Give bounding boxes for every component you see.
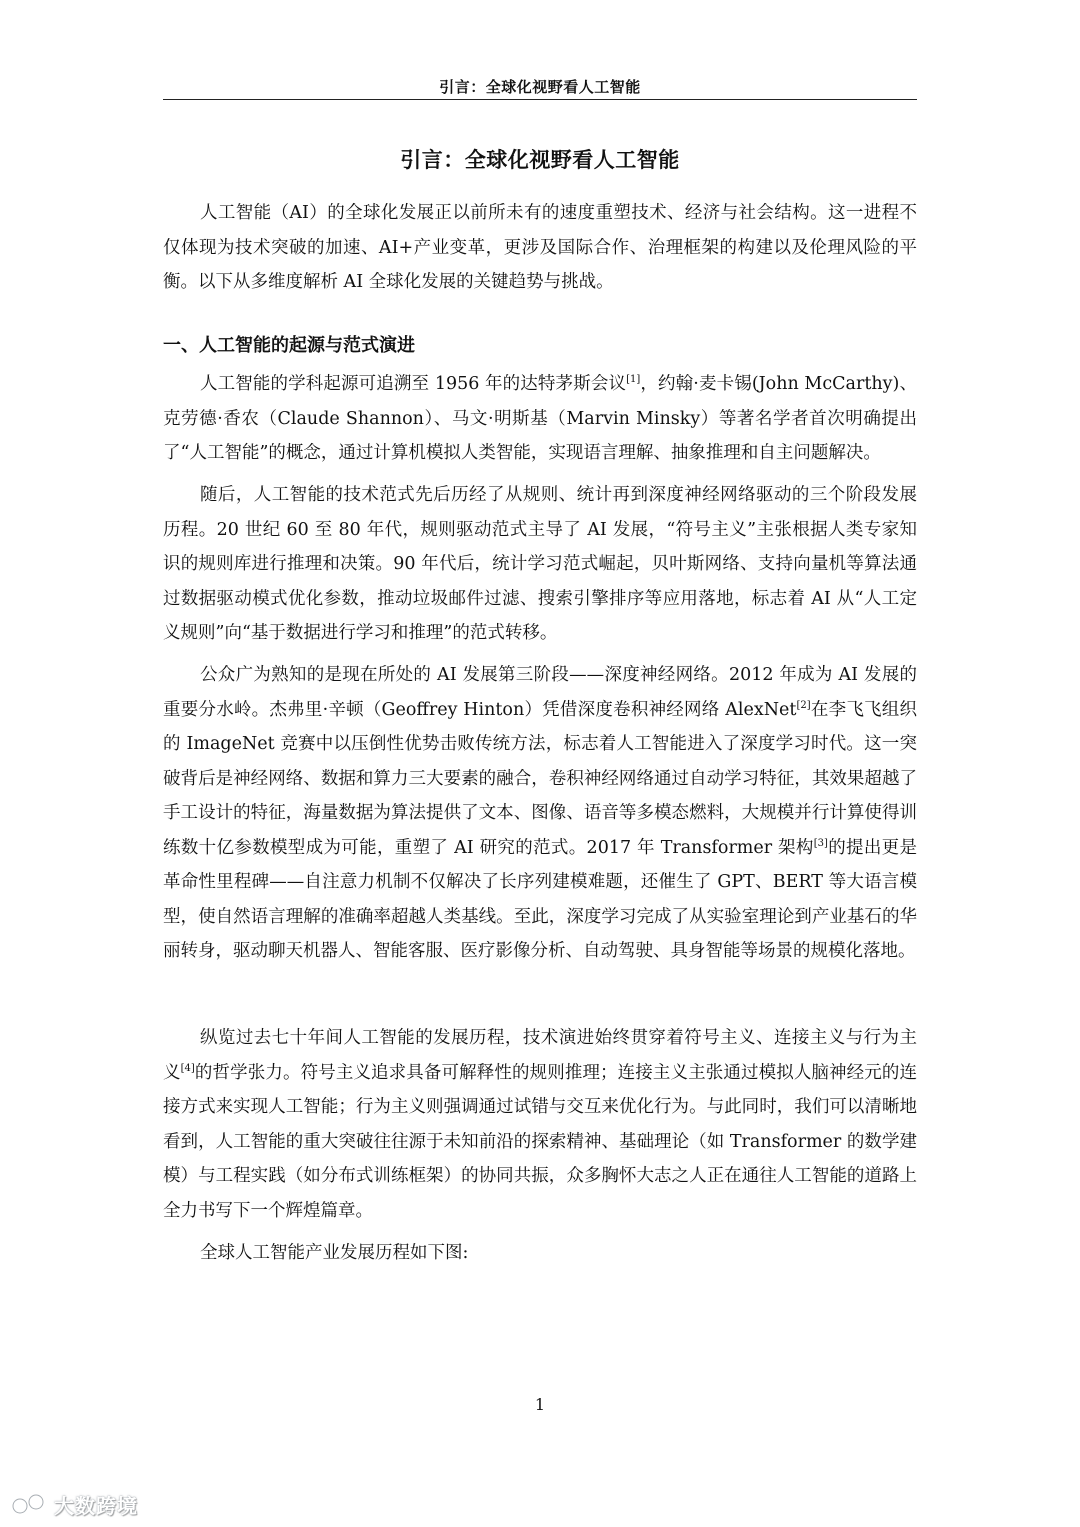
- paragraph-figure-intro: 全球人工智能产业发展历程如下图:: [200, 1243, 469, 1263]
- intro-paragraph: 人工智能（AI）的全球化发展正以前所未有的速度重塑技术、经济与社会结构。这一进程不仅体现为技术突破的加速、AI+产业变革，更涉及国际合作、治理框架的构建以及伦理风险的平衡。以下从多维度解析 AI 全球化发展的关键趋势与挑战。: [163, 203, 917, 292]
- paragraph-origin: [163, 367, 917, 471]
- paragraph-overview: [163, 1021, 917, 1228]
- citation-1: [1]: [626, 374, 641, 386]
- paragraph-deep-learning: [163, 658, 917, 969]
- citation-2: [2]: [796, 699, 811, 711]
- paragraph-text: 的哲学张力。符号主义追求具备可解释性的规则推理；连接主义主张通过模拟人脑神经元的连接方式来实现人工智能；行为主义则强调通过试错与交互来优化行为。与此同时，我们可以清晰地看到，人工智能的重大突破往往源于未知前沿的探索精神、基础理论（如 Transformer 的数学建模）与工程实践（如分布式训练框架）的协同共振，众多胸怀大志之人正在通往人工智能的道路上全力书写下一个辉煌篇章。: [163, 1062, 918, 1221]
- paragraph-text: 在李飞飞组织的 ImageNet 竞赛中以压倒性优势击败传统方法，标志着人工智能进入了深度学习时代。这一突破背后是神经网络、数据和算力三大要素的融合，卷积神经网络通过自动学习特征，其效果超越了手工设计的特征，海量数据为算法提供了文本、图像、语音等多模态燃料，大规模并行计算使得训练数十亿参数模型成为可能，重塑了 AI 研究的范式。2017 年 Transformer 架构: [163, 699, 918, 858]
- paragraph-paradigms: 随后，人工智能的技术范式先后历经了从规则、统计再到深度神经网络驱动的三个阶段发展历程。20 世纪 60 至 80 年代，规则驱动范式主导了 AI 发展，“符号主义”主张根据人类专家知识的规则库进行推理和决策。90 年代后，统计学习范式崛起，贝叶斯网络、支持向量机等算法通过数据驱动模式优化参数，推动垃圾邮件过滤、搜索引擎排序等应用落地，标志着 AI 从“人工定义规则”向“基于数据进行学习和推理”的范式转移。: [163, 485, 917, 643]
- running-header: 引言：全球化视野看人工智能: [439, 78, 641, 96]
- watermark-logo-icon: [10, 1490, 50, 1518]
- paragraph-text: 的提出更是革命性里程碑——自注意力机制不仅解决了长序列建模难题，还催生了 GPT、BERT 等大语言模型，使自然语言理解的准确率超越人类基线。至此，深度学习完成了从实验室理论到产业基石的华丽转身，驱动聊天机器人、智能客服、医疗影像分析、自动驾驶、具身智能等场景的规模化落地。: [163, 837, 918, 961]
- document-title: 引言：全球化视野看人工智能: [400, 148, 680, 172]
- citation-4: [4]: [180, 1062, 195, 1074]
- section-heading: 一、人工智能的起源与范式演进: [163, 335, 415, 356]
- paragraph-text: 纵览过去七十年间人工智能的发展历程，技术演进始终贯穿着符号主义、连接主义与行为主义: [163, 1028, 917, 1083]
- watermark-text: 大数跨境: [54, 1493, 138, 1518]
- watermark: [10, 1488, 138, 1520]
- paragraph-text: 公众广为熟知的是现在所处的 AI 发展第三阶段——深度神经网络。2012 年成为 AI 发展的重要分水岭。杰弗里·辛顿（Geoffrey Hinton）凭借深度卷积神经网络 AlexNet: [163, 665, 917, 720]
- paragraph-text: 人工智能的学科起源可追溯至 1956 年的达特茅斯会议: [200, 374, 627, 394]
- header-rule: [163, 99, 917, 100]
- paragraph-text: ，约翰·麦卡锡(John McCarthy)、克劳德·香农（Claude Shannon）、马文·明斯基（Marvin Minsky）等著名学者首次明确提出了“人工智能”的概念，通过计算机模拟人类智能，实现语言理解、抽象推理和自主问题解决。: [163, 374, 917, 463]
- page-number: 1: [534, 1395, 546, 1414]
- citation-3: [3]: [813, 837, 828, 849]
